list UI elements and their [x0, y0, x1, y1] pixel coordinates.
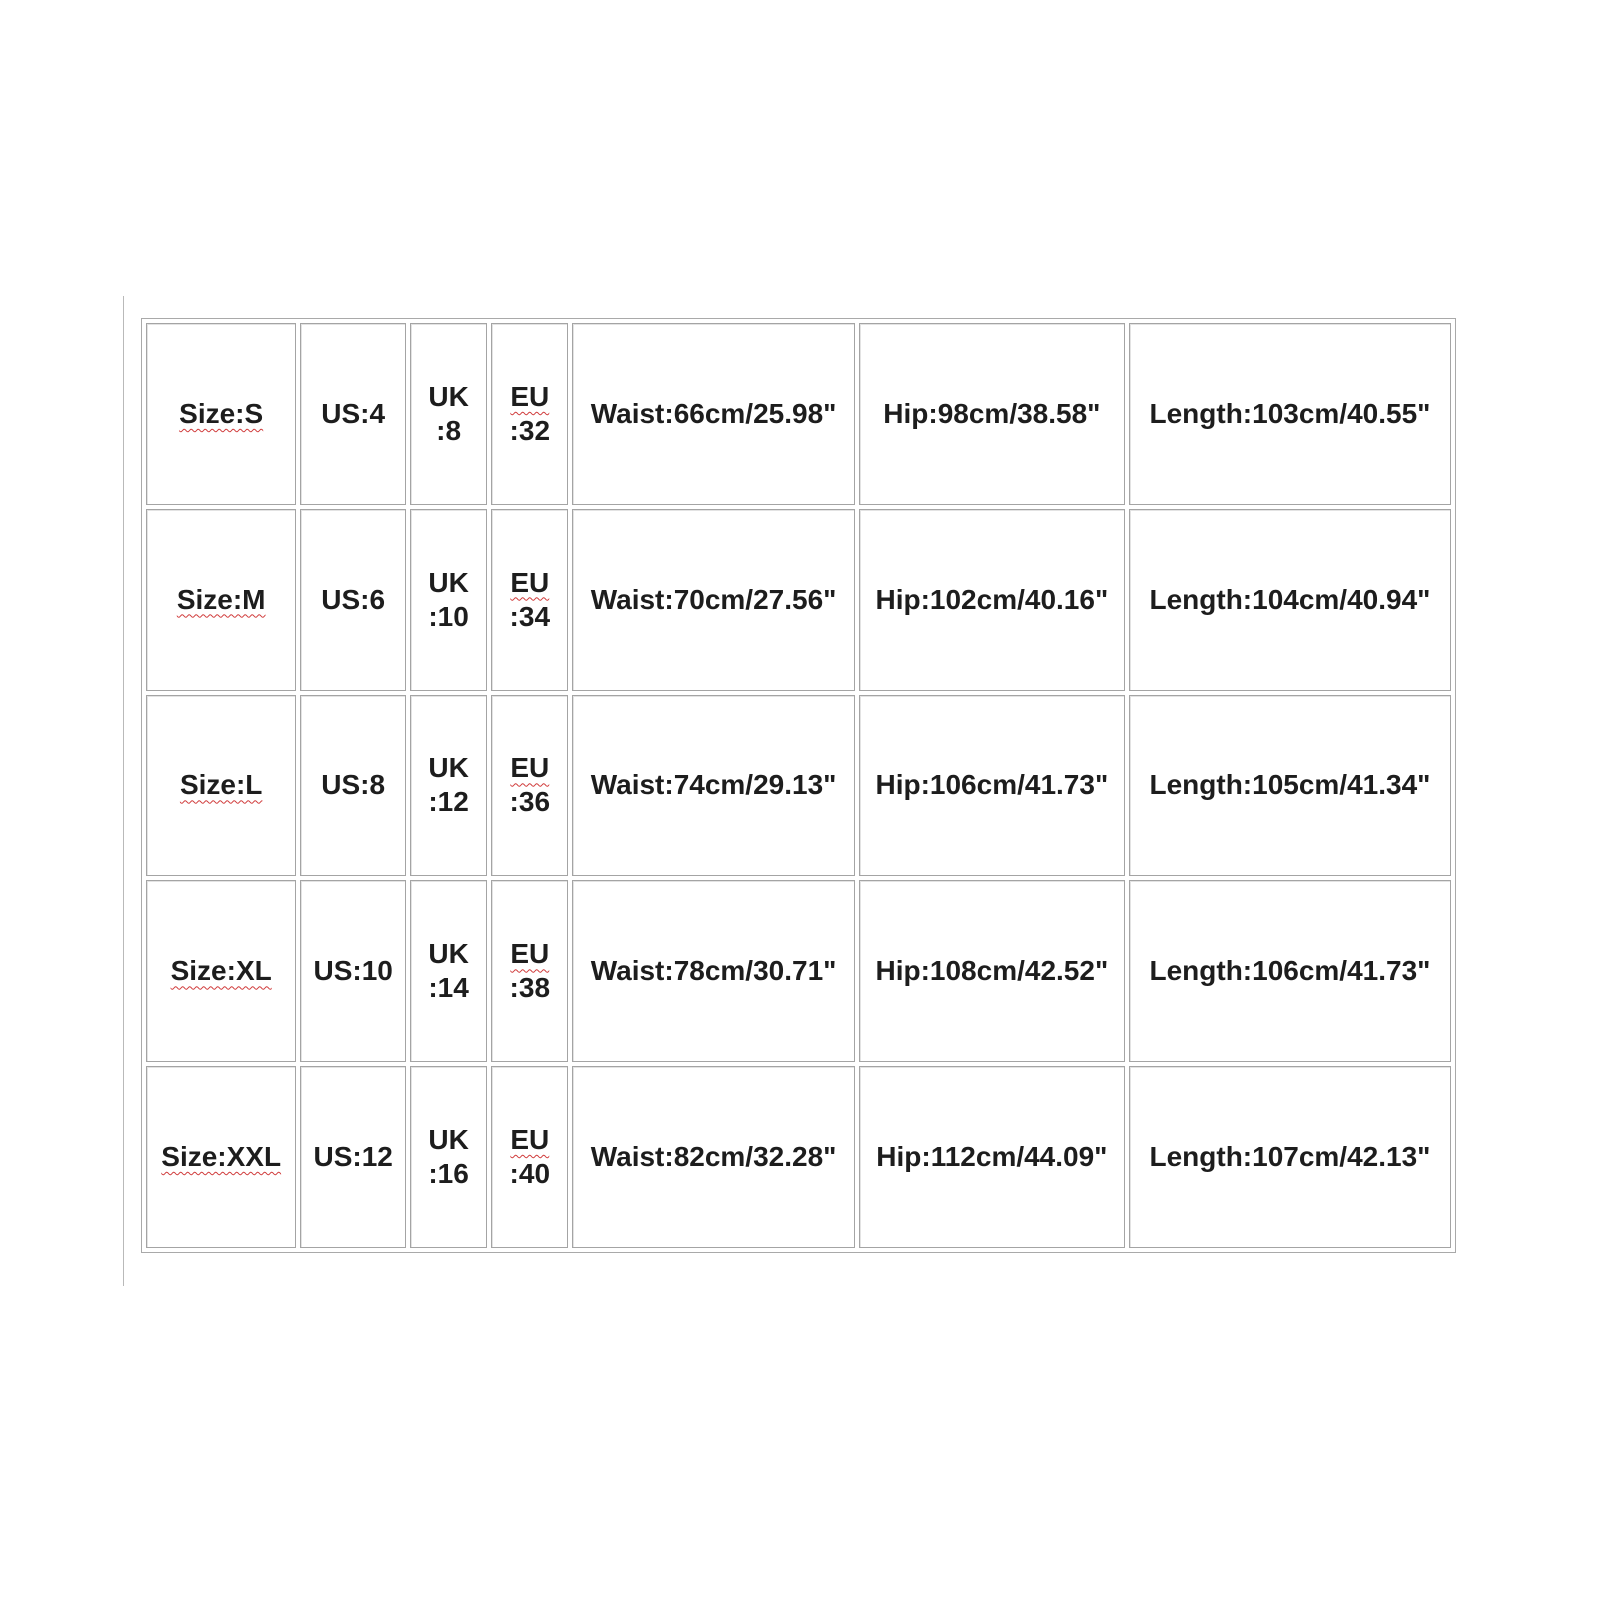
uk-value: :10 [428, 600, 469, 632]
us-size-cell: US:6 [300, 509, 406, 691]
length-cell: Length:106cm/41.73" [1129, 880, 1451, 1062]
eu-label: EU [510, 752, 550, 784]
eu-size-cell [491, 1066, 568, 1248]
uk-label: UK [428, 752, 469, 784]
size-cell [146, 1066, 296, 1248]
uk-value: :16 [428, 1158, 469, 1190]
eu-label: EU [510, 380, 550, 412]
size-cell [146, 695, 296, 877]
uk-size-cell [410, 695, 487, 877]
uk-size-cell [410, 880, 487, 1062]
uk-value: :14 [428, 972, 469, 1004]
eu-label: EU [510, 566, 550, 598]
eu-label: EU [510, 1124, 550, 1156]
left-divider-line [123, 296, 124, 1286]
size-label: Size:L [179, 769, 263, 801]
hip-cell: Hip:108cm/42.52" [859, 880, 1125, 1062]
eu-size-cell [491, 509, 568, 691]
eu-value: :40 [509, 1158, 551, 1190]
us-size-cell: US:8 [300, 695, 406, 877]
waist-cell: Waist:78cm/30.71" [572, 880, 854, 1062]
eu-value: :36 [509, 786, 551, 818]
size-row-m [146, 509, 1451, 691]
length-cell: Length:107cm/42.13" [1129, 1066, 1451, 1248]
size-label: Size:XL [170, 955, 272, 987]
length-cell: Length:105cm/41.34" [1129, 695, 1451, 877]
waist-cell: Waist:82cm/32.28" [572, 1066, 854, 1248]
eu-value: :38 [509, 972, 551, 1004]
size-row-s [146, 323, 1451, 505]
eu-size-cell [491, 880, 568, 1062]
size-row-xl [146, 880, 1451, 1062]
eu-value: :32 [509, 414, 551, 446]
hip-cell: Hip:112cm/44.09" [859, 1066, 1125, 1248]
size-cell [146, 509, 296, 691]
size-row-xxl [146, 1066, 1451, 1248]
size-cell [146, 323, 296, 505]
hip-cell: Hip:98cm/38.58" [859, 323, 1125, 505]
uk-label: UK [428, 566, 469, 598]
uk-value: :8 [436, 414, 462, 446]
waist-cell: Waist:74cm/29.13" [572, 695, 854, 877]
uk-size-cell [410, 1066, 487, 1248]
waist-cell: Waist:66cm/25.98" [572, 323, 854, 505]
length-cell: Length:104cm/40.94" [1129, 509, 1451, 691]
length-cell: Length:103cm/40.55" [1129, 323, 1451, 505]
uk-value: :12 [428, 786, 469, 818]
size-cell [146, 880, 296, 1062]
uk-label: UK [428, 1124, 469, 1156]
hip-cell: Hip:106cm/41.73" [859, 695, 1125, 877]
size-label: Size:M [176, 583, 266, 615]
eu-label: EU [510, 938, 550, 970]
eu-value: :34 [509, 600, 551, 632]
uk-size-cell [410, 509, 487, 691]
size-label: Size:XXL [161, 1141, 282, 1173]
us-size-cell: US:12 [300, 1066, 406, 1248]
uk-label: UK [428, 938, 469, 970]
waist-cell: Waist:70cm/27.56" [572, 509, 854, 691]
uk-size-cell [410, 323, 487, 505]
uk-label: UK [428, 380, 469, 412]
size-label: Size:S [179, 397, 264, 429]
size-row-l [146, 695, 1451, 877]
hip-cell: Hip:102cm/40.16" [859, 509, 1125, 691]
us-size-cell: US:4 [300, 323, 406, 505]
eu-size-cell [491, 695, 568, 877]
eu-size-cell [491, 323, 568, 505]
us-size-cell: US:10 [300, 880, 406, 1062]
size-chart-table [141, 318, 1456, 1253]
